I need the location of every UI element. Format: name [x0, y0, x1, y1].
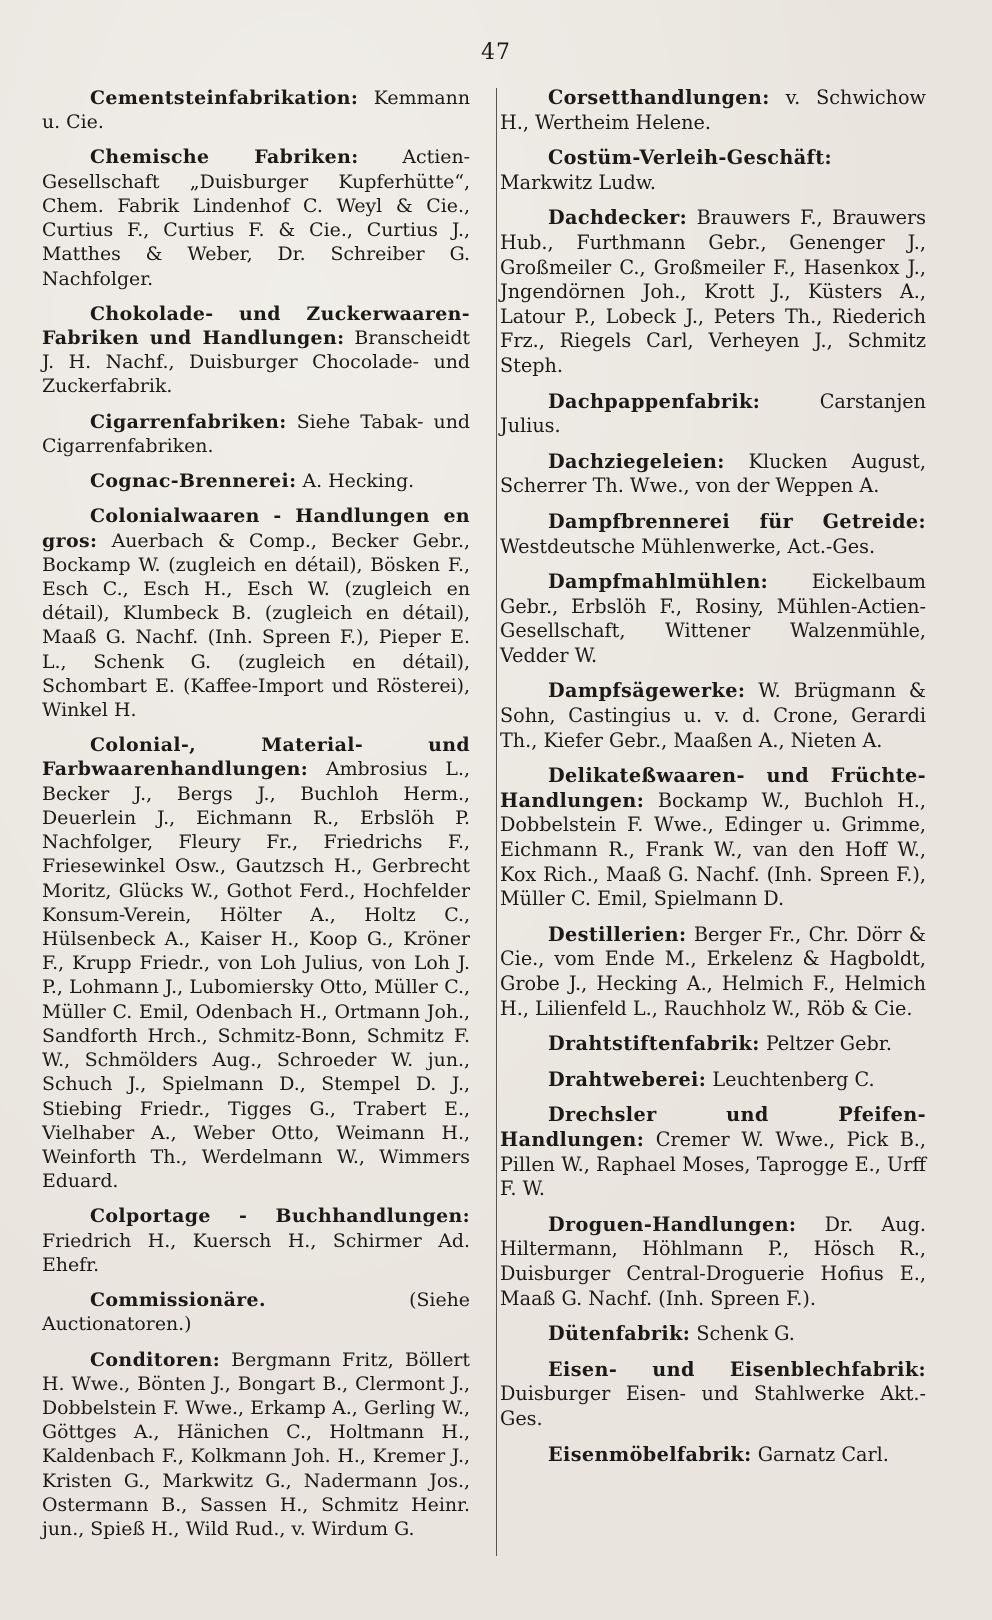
entry-text: Branscheidt J. H. Nachf., Duisburger Chocolade- und Zuckerfabrik. — [42, 326, 470, 398]
directory-entry — [500, 923, 926, 1021]
entry-text: Brauwers F., Brauwers Hub., Furthmann Gebr., Genenger J., Großmeiler C., Großmeiler F., Hasenkox J., Jngendörnen Joh., Krott J., Küsters A., Latour P., Lobeck J., Peters Th., Riederich Frz., Riegels Carl, Verheyen J., Schmitz Steph. — [500, 206, 926, 377]
entry-heading: Colonial-, Material- und Farbwaarenhandlungen: — [42, 734, 470, 781]
entry-heading: Dampfsägewerke: — [548, 679, 746, 703]
entry-heading: Dütenfabrik: — [548, 1322, 691, 1346]
page-number: 47 — [481, 40, 511, 65]
entry-text: Auerbach & Comp., Becker Gebr., Bockamp W. (zugleich en détail), Bösken F., Esch C., Esch H., Esch W. (zugleich en détail), Klumbeck B. (zugleich en détail), Maaß G. Nachf. (Inh. Spreen F.), Pieper E. L., Schenk G. (zugleich en détail), Schombart E. (Kaffee-Import und Rösterei), Winkel H. — [42, 529, 470, 722]
entry-text: Carstanjen Julius. — [500, 389, 926, 438]
entry-heading: Corsetthandlungen: — [548, 86, 770, 109]
entry-text: A. Hecking. — [302, 470, 415, 493]
entry-heading: Chokolade- und Zuckerwaaren-Fabriken und Handlungen: — [42, 302, 470, 349]
directory-entry — [500, 1322, 926, 1347]
entry-text: Friedrich H., Kuersch H., Schirmer Ad. Ehefr. — [42, 1229, 470, 1276]
entry-text: Kemmann u. Cie. — [42, 87, 470, 134]
directory-entry — [42, 1204, 470, 1277]
entry-heading: Dachpappenfabrik: — [548, 389, 761, 413]
entry-heading: Droguen-Handlungen: — [548, 1212, 797, 1236]
right-column — [500, 86, 926, 1478]
entry-text: Eickelbaum Gebr., Erbslöh F., Rosiny, Mühlen-Actien-Gesellschaft, Wittener Walzenmühle, Vedder W. — [500, 570, 926, 667]
directory-entry — [42, 410, 470, 458]
entry-text: Dr. Aug. Hiltermann, Höhlmann P., Hösch R., Duisburger Central-Droguerie Hofius E., Maaß G. Nachf. (Inh. Spreen F.). — [500, 1212, 926, 1310]
entry-text: Schenk G. — [696, 1322, 795, 1346]
directory-entry — [500, 1103, 926, 1201]
entry-text: W. Brügmann & Sohn, Castingius u. v. d. Crone, Gerardi Th., Kiefer Gebr., Maaßen A., Nieten A. — [500, 679, 926, 752]
entry-text: Bergmann Fritz, Böllert H. Wwe., Bönten J., Bongart B., Clermont J., Dobbelstein F. Wwe., Erkamp A., Gerling W., Göttges A., Hänichen C., Holtmann H., Kaldenbach F., Kolkmann Joh. H., Kremer J., Kristen G., Markwitz G., Nadermann Jos., Ostermann B., Sassen H., Schmitz Heinr. jun., Spieß H., Wild Rud., v. Wirdum G. — [42, 1348, 470, 1541]
directory-entry — [500, 1032, 926, 1057]
entry-heading: Eisenmöbelfabrik: — [548, 1442, 752, 1466]
entry-text: Leuchtenberg C. — [712, 1067, 875, 1091]
directory-entry — [500, 1213, 926, 1311]
entry-text: v. Schwichow H., Wertheim Helene. — [500, 86, 926, 134]
directory-entry — [42, 1288, 470, 1336]
entry-heading: Dachdecker: — [548, 206, 688, 230]
entry-text: Actien-Gesellschaft „Duisburger Kupferhütte“, Chem. Fabrik Lindenhof C. Weyl & Cie., Curtius F., Curtius F. & Cie., Curtius J., Matthes & Weber, Dr. Schreiber G. Nachfolger. — [42, 146, 470, 290]
entry-text: Peltzer Gebr. — [765, 1032, 892, 1056]
column-divider — [496, 88, 497, 1556]
entry-text: Cremer W. Wwe., Pick B., Pillen W., Raphael Moses, Taprogge E., Urff F. W. — [500, 1127, 926, 1201]
directory-entry — [42, 1348, 470, 1542]
entry-text: Siehe Tabak- und Cigarrenfabriken. — [42, 410, 470, 457]
directory-entry — [500, 679, 926, 753]
entry-heading: Conditoren: — [90, 1348, 221, 1371]
directory-entry — [42, 145, 470, 290]
directory-entry — [500, 450, 926, 499]
entry-text: Markwitz Ludw. — [500, 170, 656, 194]
entry-heading: Destillerien: — [548, 922, 687, 946]
entry-heading: Cognac-Brennerei: — [90, 470, 297, 493]
left-column — [42, 86, 470, 1552]
directory-entry — [42, 469, 470, 493]
entry-heading: Dampfbrennerei für Getreide: — [548, 509, 926, 533]
entry-text: Bockamp W., Buchloh H., Dobbelstein F. Wwe., Edinger u. Grimme, Eichmann R., Frank W., van den Hoff W., Kox Rich., Maaß G. Nachf. (Inh. Spreen F.), Müller C. Emil, Spielmann D. — [500, 788, 927, 911]
entry-heading: Colportage - Buchhandlungen: — [90, 1205, 470, 1228]
entry-text: Westdeutsche Mühlenwerke, Act.-Ges. — [500, 534, 876, 558]
directory-entry — [500, 1443, 926, 1468]
directory-entry — [500, 510, 926, 559]
entry-text: Garnatz Carl. — [757, 1442, 889, 1466]
directory-entry — [500, 1068, 926, 1093]
directory-entry — [500, 146, 926, 195]
entry-heading: Chemische Fabriken: — [90, 146, 359, 169]
entry-heading: Drechsler und Pfeifen-Handlungen: — [500, 1103, 926, 1151]
entry-text: Klucken August, Scherrer Th. Wwe., von der Weppen A. — [500, 449, 926, 498]
entry-heading: Commissionäre. — [90, 1289, 266, 1312]
directory-entry — [42, 504, 470, 722]
entry-heading: Delikateßwaaren- und Früchte-Handlungen: — [500, 764, 926, 812]
entry-heading: Cementsteinfabrikation: — [90, 87, 359, 109]
entry-heading: Dampfmahlmühlen: — [548, 570, 769, 594]
entry-heading: Eisen- und Eisenblechfabrik: — [548, 1357, 926, 1381]
directory-entry — [500, 206, 926, 378]
entry-heading: Drahtstiftenfabrik: — [548, 1032, 760, 1056]
entry-heading: Dachziegeleien: — [548, 449, 725, 473]
directory-entry — [500, 764, 926, 912]
entry-heading: Cigarrenfabriken: — [90, 410, 287, 433]
directory-entry — [500, 570, 926, 668]
entry-text: Ambrosius L., Becker J., Bergs J., Buchloh Herm., Deuerlein J., Eichmann R., Erbslöh P. Nachfolger, Fleury Fr., Friedrichs F., Friesewinkel Osw., Gautzsch H., Gerbrecht Moritz, Glücks W., Gothot Ferd., Hochfelder Konsum-Verein, Hölter A., Holtz C., Hülsenbeck A., Kaiser H., Koop G., Kröner F., Krupp Friedr., von Loh Julius, von Loh J. P., Lohmann J., Lubomiersky Otto, Müller C., Müller C. Emil, Odenbach H., Ortmann Joh., Sandforth Hrch., Schmitz-Bonn, Schmitz F. W., Schmölders Aug., Schroeder W. jun., Schuch J., Spielmann D., Stempel D. J., Stiebing Friedr., Tigges G., Trabert E., Vielhaber A., Weber Otto, Weimann H., Weinforth Th., Werdelmann W., Wimmers Eduard. — [42, 758, 470, 1193]
entry-text: Duisburger Eisen- und Stahlwerke Akt.-Ges. — [500, 1382, 926, 1430]
directory-entry — [500, 390, 926, 439]
entry-text: (Siehe Auctionatoren.) — [42, 1289, 470, 1336]
entry-heading: Costüm-Verleih-Geschäft: — [548, 146, 832, 170]
directory-entry — [42, 733, 470, 1193]
directory-entry — [42, 302, 470, 399]
entry-heading: Drahtweberei: — [548, 1067, 707, 1091]
entry-heading: Colonialwaaren - Handlungen en gros: — [42, 505, 470, 552]
directory-entry — [500, 1358, 926, 1432]
directory-entry — [500, 86, 926, 135]
entry-text: Berger Fr., Chr. Dörr & Cie., vom Ende M., Erkelenz & Hagboldt, Grobe J., Hecking A., Helmich F., Helmich H., Lilienfeld L., Rauchholz W., Röb & Cie. — [500, 922, 926, 1020]
directory-entry — [42, 86, 470, 134]
